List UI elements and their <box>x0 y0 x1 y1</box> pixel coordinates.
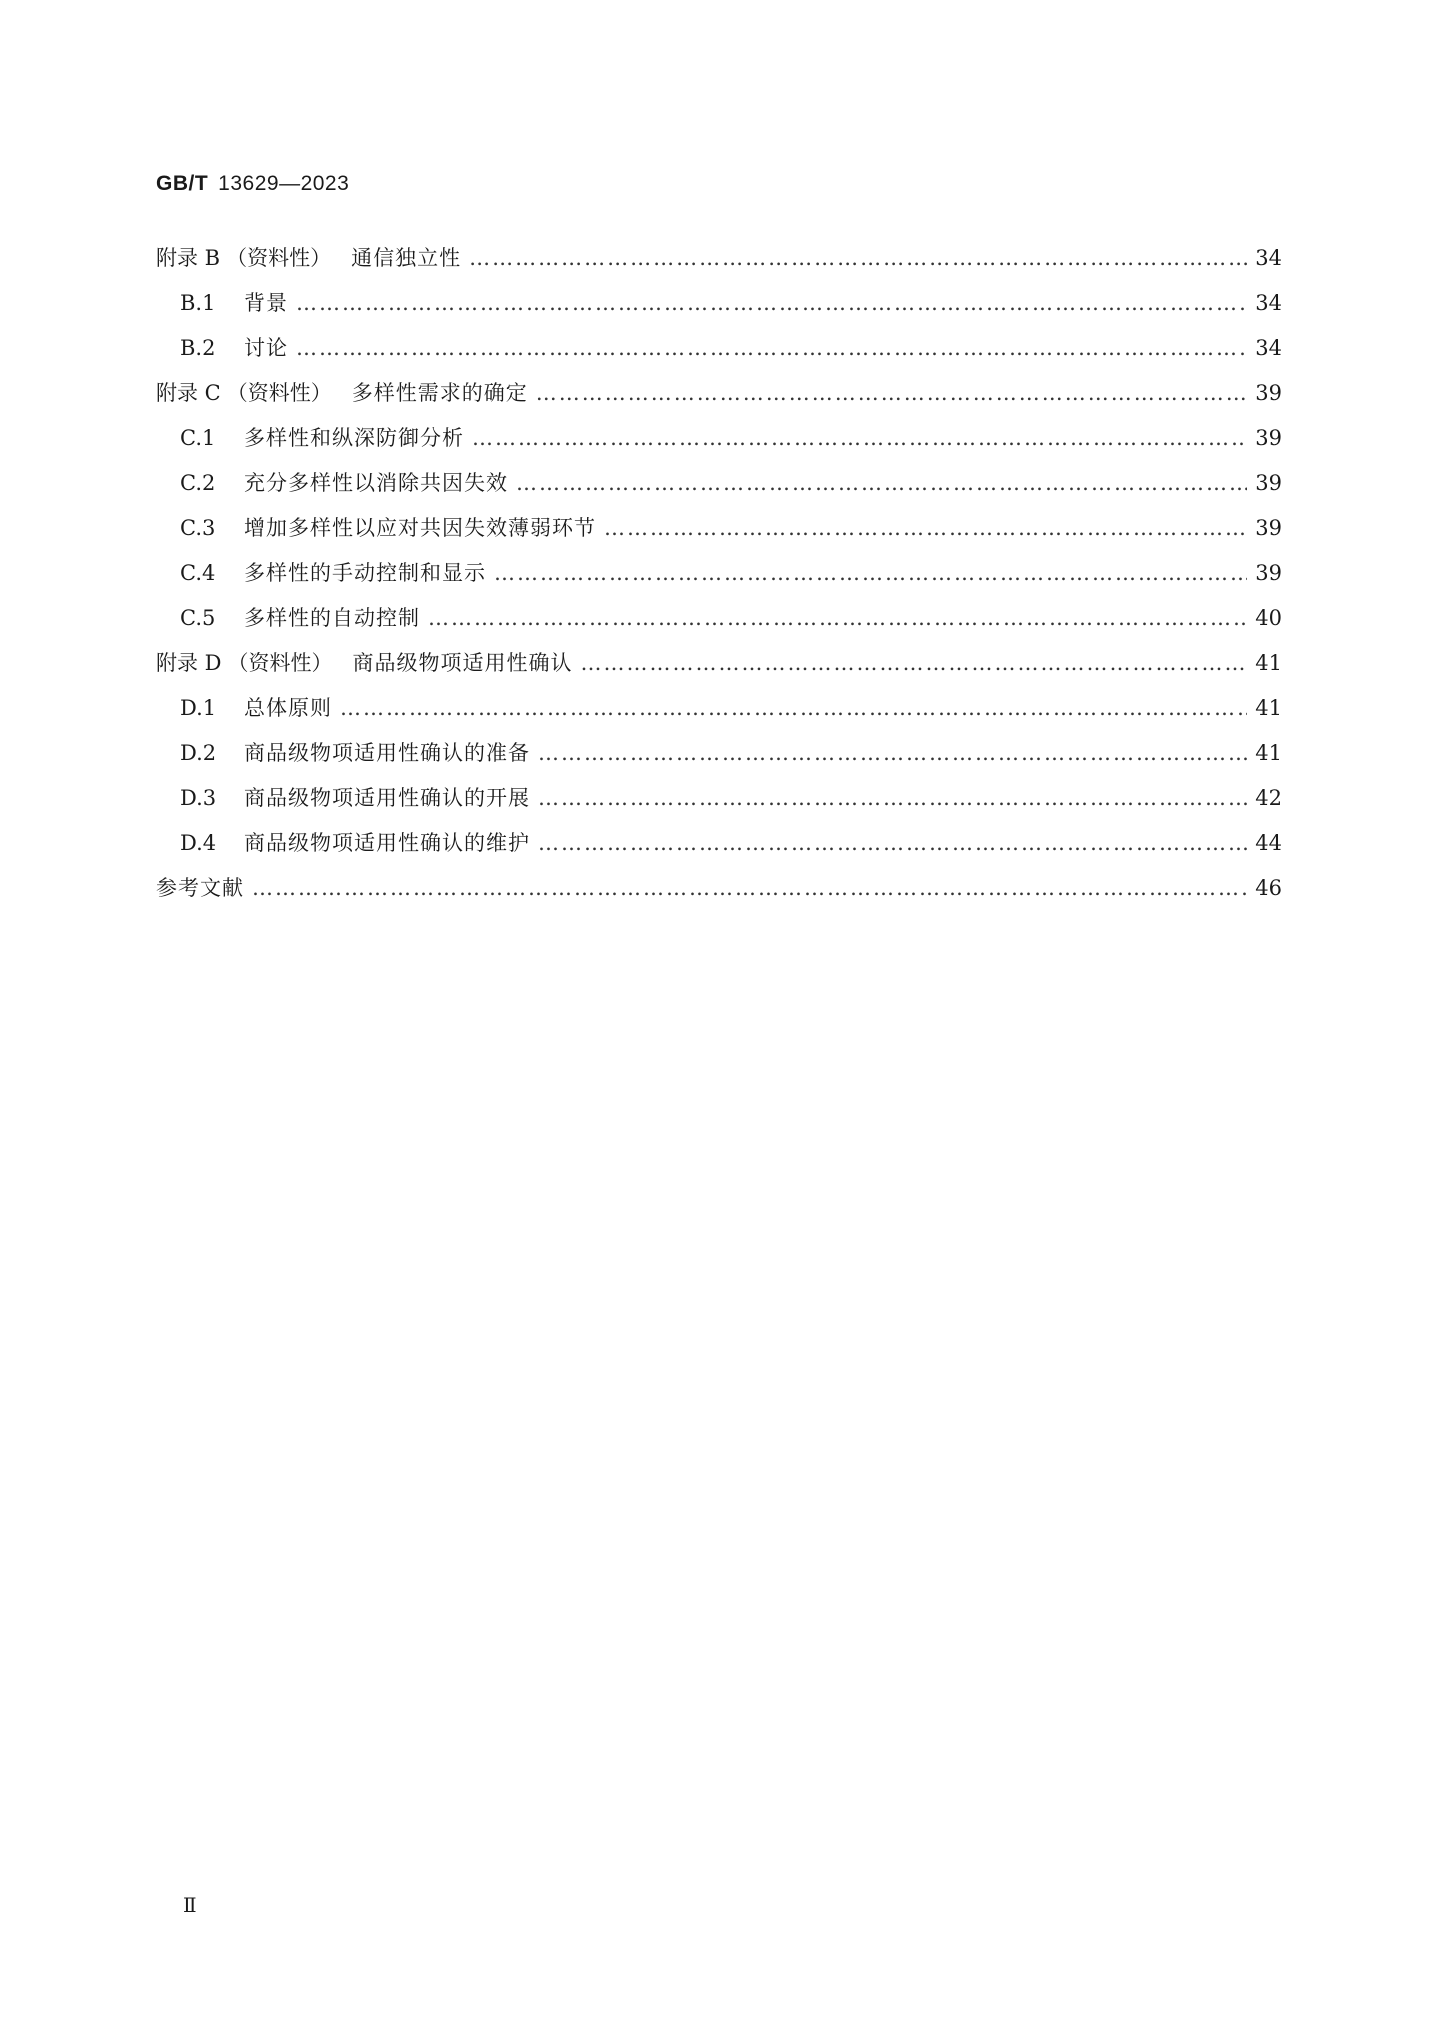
toc-entry-label <box>180 731 530 776</box>
toc-entry-page: 39 <box>1255 381 1282 405</box>
toc-entry-label <box>180 821 530 866</box>
toc-dot-leader <box>494 551 1247 596</box>
toc-entry-page: 46 <box>1255 876 1282 900</box>
toc-entry-label <box>180 281 288 326</box>
toc-dot-leader <box>428 596 1247 641</box>
toc-dot-leader <box>472 416 1247 461</box>
toc-entry-section[interactable] <box>156 506 1282 551</box>
toc-entry-page: 41 <box>1255 651 1282 675</box>
toc-entry-title: 商品级物项适用性确认的维护 <box>244 831 530 855</box>
toc-entry-page: 34 <box>1255 291 1282 315</box>
toc-entry-page: 41 <box>1255 741 1282 765</box>
toc-entry-page: 39 <box>1255 471 1282 495</box>
toc-entry-title: 商品级物项适用性确认 <box>352 651 573 675</box>
page-number: Ⅱ <box>183 1893 197 1917</box>
toc-entry-label <box>180 416 464 461</box>
standard-code: GB/T <box>156 172 209 195</box>
toc-entry-page: 34 <box>1255 246 1282 270</box>
toc-entry-type: （资料性） <box>226 381 332 405</box>
toc-entry-title: 增加多样性以应对共因失效薄弱环节 <box>244 516 596 540</box>
toc-dot-leader <box>538 731 1247 776</box>
toc-entry-label <box>180 461 508 506</box>
toc-entry-title: 多样性的自动控制 <box>244 606 420 630</box>
toc-entry-id: B.1 <box>180 291 216 315</box>
toc-entry-title: 参考文献 <box>156 876 244 900</box>
toc-entry-id: C.5 <box>180 606 216 630</box>
toc-dot-leader <box>296 326 1247 371</box>
toc-dot-leader <box>538 776 1247 821</box>
document-header <box>156 172 349 196</box>
toc-entry-section[interactable] <box>156 461 1282 506</box>
toc-entry-title: 商品级物项适用性确认的准备 <box>244 741 530 765</box>
toc-entry-annex[interactable] <box>156 371 1282 416</box>
toc-entry-label <box>180 776 530 821</box>
toc-entry-section[interactable] <box>156 281 1282 326</box>
toc-entry-section[interactable] <box>156 596 1282 641</box>
toc-dot-leader <box>516 461 1247 506</box>
toc-entry-section[interactable] <box>156 416 1282 461</box>
toc-entry-title: 通信独立性 <box>351 246 462 270</box>
toc-entry-annex[interactable] <box>156 236 1282 281</box>
toc-entry-id: C.1 <box>180 426 216 450</box>
toc-entry-page: 34 <box>1255 336 1282 360</box>
toc-entry-type: （资料性） <box>226 246 332 270</box>
toc-entry-section[interactable] <box>156 551 1282 596</box>
toc-entry-id: C.4 <box>180 561 216 585</box>
toc-entry-label <box>180 326 288 371</box>
toc-entry-title: 多样性需求的确定 <box>351 381 528 405</box>
toc-entry-section[interactable] <box>156 686 1282 731</box>
toc-entry-section[interactable] <box>156 821 1282 866</box>
toc-dot-leader <box>538 821 1247 866</box>
toc-dot-leader <box>296 281 1247 326</box>
toc-entry-annex[interactable] <box>156 641 1282 686</box>
toc-entry-page: 39 <box>1255 516 1282 540</box>
toc-entry-label <box>156 371 528 416</box>
toc-entry-title: 商品级物项适用性确认的开展 <box>244 786 530 810</box>
toc-entry-id: D.3 <box>180 786 217 810</box>
toc-dot-leader <box>536 371 1248 416</box>
toc-entry-id: C.2 <box>180 471 216 495</box>
toc-entry-page: 40 <box>1255 606 1282 630</box>
toc-entry-title: 充分多样性以消除共因失效 <box>244 471 508 495</box>
toc-dot-leader <box>469 236 1247 281</box>
toc-entry-id: D.2 <box>180 741 217 765</box>
toc-entry-title: 多样性的手动控制和显示 <box>244 561 486 585</box>
toc-entry-title: 背景 <box>244 291 288 315</box>
toc-entry-annex[interactable] <box>156 866 1282 911</box>
toc-entry-section[interactable] <box>156 326 1282 371</box>
toc-entry-section[interactable] <box>156 731 1282 776</box>
toc-dot-leader <box>581 641 1248 686</box>
toc-entry-page: 39 <box>1255 561 1282 585</box>
toc-entry-id: D.4 <box>180 831 217 855</box>
toc-entry-id: 附录 D <box>156 651 222 675</box>
toc-entry-label <box>180 551 486 596</box>
toc-entry-label <box>180 596 420 641</box>
toc-entry-title: 讨论 <box>244 336 288 360</box>
toc-entry-title: 总体原则 <box>244 696 332 720</box>
toc-entry-title: 多样性和纵深防御分析 <box>244 426 464 450</box>
toc-entry-type: （资料性） <box>227 651 333 675</box>
toc-dot-leader <box>252 866 1247 911</box>
toc-entry-section[interactable] <box>156 776 1282 821</box>
toc-entry-page: 39 <box>1255 426 1282 450</box>
toc-entry-id: D.1 <box>180 696 217 720</box>
toc-entry-id: 附录 C <box>156 381 221 405</box>
toc-entry-label <box>156 866 244 911</box>
toc-entry-page: 41 <box>1255 696 1282 720</box>
toc-entry-id: B.2 <box>180 336 216 360</box>
toc-dot-leader <box>604 506 1247 551</box>
toc-dot-leader <box>340 686 1247 731</box>
toc-entry-label <box>156 641 573 686</box>
toc-entry-page: 44 <box>1255 831 1282 855</box>
table-of-contents <box>156 236 1282 911</box>
toc-entry-id: 附录 B <box>156 246 221 270</box>
standard-number: 13629—2023 <box>218 172 350 195</box>
toc-entry-page: 42 <box>1255 786 1282 810</box>
toc-entry-label <box>156 236 461 281</box>
toc-entry-label <box>180 686 332 731</box>
toc-entry-label <box>180 506 596 551</box>
toc-entry-id: C.3 <box>180 516 216 540</box>
